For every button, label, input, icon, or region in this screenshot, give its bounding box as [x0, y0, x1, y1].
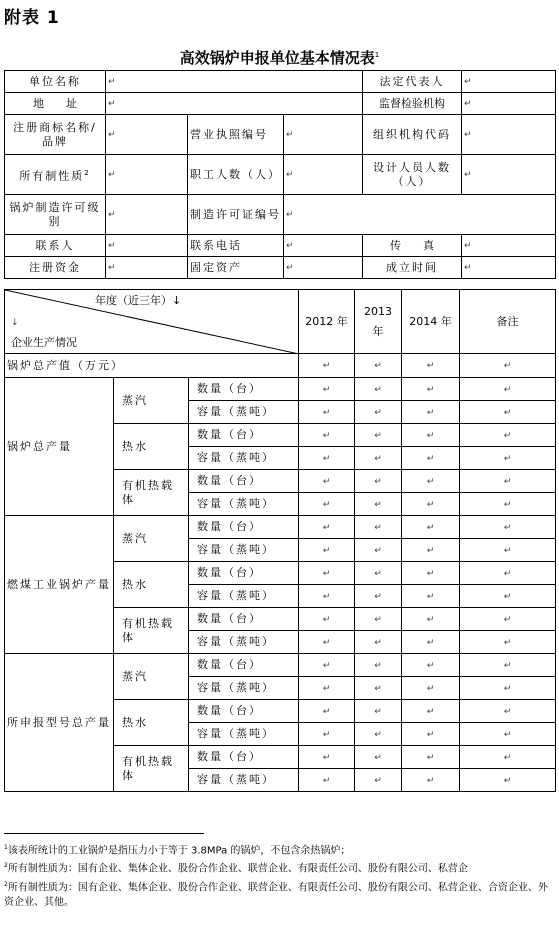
- value-cell[interactable]: ↵: [299, 700, 355, 723]
- address-label: 地 址: [5, 93, 106, 115]
- production-row: [5, 516, 556, 539]
- boiler-permit-level-label: 锅炉制造许可级别: [5, 195, 106, 235]
- medium-label: 热水: [114, 700, 189, 746]
- designers-label: 设计人员人数（人）: [363, 155, 462, 195]
- remark-cell[interactable]: ↵: [460, 401, 556, 424]
- value-cell[interactable]: ↵: [355, 539, 402, 562]
- quantity-label: 数量（台）: [189, 378, 299, 401]
- value-cell[interactable]: ↵: [355, 608, 402, 631]
- production-header-row: [5, 290, 556, 354]
- row-trademark: [5, 115, 556, 155]
- value-cell[interactable]: ↵: [355, 723, 402, 746]
- medium-label: 热水: [114, 562, 189, 608]
- year-2013: 2013 年: [355, 290, 402, 354]
- fixed-assets-label: 固定资产: [188, 257, 284, 279]
- remark-cell[interactable]: ↵: [460, 585, 556, 608]
- value-cell[interactable]: ↵: [402, 769, 460, 792]
- quantity-label: 数量（台）: [189, 470, 299, 493]
- inspect-org-field[interactable]: ↵: [462, 93, 556, 115]
- designers-field[interactable]: ↵: [462, 155, 556, 195]
- value-cell[interactable]: ↵: [402, 631, 460, 654]
- footnote-3: $^2$所有制性质为：国有企业、集体企业、股份合作企业、联营企业、有限责任公司、股份有限公司、私营企业、合资企业、外资企业、其他。: [4, 880, 548, 908]
- phone-label: 联系电话: [188, 235, 284, 257]
- remark-cell[interactable]: ↵: [460, 654, 556, 677]
- quantity-label: 数量（台）: [189, 654, 299, 677]
- value-cell[interactable]: ↵: [402, 354, 460, 378]
- value-cell[interactable]: ↵: [299, 769, 355, 792]
- title-note: 1: [374, 51, 380, 59]
- capacity-label: 容量（蒸吨）: [189, 493, 299, 516]
- contact-field[interactable]: ↵: [106, 235, 188, 257]
- value-cell[interactable]: ↵: [402, 677, 460, 700]
- value-cell[interactable]: ↵: [355, 677, 402, 700]
- remark-cell[interactable]: ↵: [460, 746, 556, 769]
- remark-cell[interactable]: ↵: [460, 700, 556, 723]
- capacity-label: 容量（蒸吨）: [189, 447, 299, 470]
- quantity-label: 数量（台）: [189, 700, 299, 723]
- value-cell[interactable]: ↵: [355, 769, 402, 792]
- value-cell[interactable]: ↵: [402, 608, 460, 631]
- footnote-separator: [4, 833, 204, 834]
- value-cell[interactable]: ↵: [299, 677, 355, 700]
- footnote-2: $^2$所有制性质为：国有企业、集体企业、股份合作企业、联营企业、有限责任公司、股份有限公司、私营企: [4, 862, 468, 875]
- capital-label: 注册资金: [5, 257, 106, 279]
- legal-rep-field[interactable]: ↵: [462, 71, 556, 93]
- medium-label: 有机热载体: [114, 470, 189, 516]
- value-cell[interactable]: ↵: [299, 424, 355, 447]
- ownership-label: 所有制性质$^2$: [5, 155, 106, 195]
- ownership-field[interactable]: ↵: [106, 155, 188, 195]
- medium-label: 蒸汽: [114, 516, 189, 562]
- value-cell[interactable]: ↵: [299, 608, 355, 631]
- value-cell[interactable]: ↵: [355, 585, 402, 608]
- value-cell[interactable]: ↵: [402, 424, 460, 447]
- quantity-label: 数量（台）: [189, 746, 299, 769]
- capacity-label: 容量（蒸吨）: [189, 769, 299, 792]
- quantity-label: 数量（台）: [189, 424, 299, 447]
- value-cell[interactable]: ↵: [402, 401, 460, 424]
- row-contact: [5, 235, 556, 257]
- production-row: [5, 378, 556, 401]
- group-label: 所申报型号总产量: [5, 654, 114, 792]
- row-address: [5, 93, 556, 115]
- value-cell[interactable]: ↵: [355, 493, 402, 516]
- value-cell[interactable]: ↵: [355, 631, 402, 654]
- remark-cell[interactable]: ↵: [460, 723, 556, 746]
- down-arrow-icon: ↓: [11, 318, 19, 328]
- remark-cell[interactable]: ↵: [460, 424, 556, 447]
- remark-cell[interactable]: ↵: [460, 539, 556, 562]
- value-cell[interactable]: ↵: [355, 447, 402, 470]
- basic-info-table: [4, 70, 556, 279]
- capacity-label: 容量（蒸吨）: [189, 677, 299, 700]
- remark-cell[interactable]: ↵: [460, 769, 556, 792]
- contact-label: 联系人: [5, 235, 106, 257]
- footnotes: [4, 840, 556, 910]
- value-cell[interactable]: ↵: [299, 654, 355, 677]
- value-cell[interactable]: ↵: [402, 539, 460, 562]
- value-cell[interactable]: ↵: [355, 700, 402, 723]
- medium-label: 蒸汽: [114, 378, 189, 424]
- established-label: 成立时间: [363, 257, 462, 279]
- remark-cell[interactable]: ↵: [460, 631, 556, 654]
- capacity-label: 容量（蒸吨）: [189, 723, 299, 746]
- trademark-label: 注册商标名称/品牌: [5, 115, 106, 155]
- value-cell[interactable]: ↵: [402, 654, 460, 677]
- fax-field[interactable]: ↵: [462, 235, 556, 257]
- value-cell[interactable]: ↵: [299, 516, 355, 539]
- year-header: 年度（近三年）↓: [95, 294, 182, 307]
- remark-cell[interactable]: ↵: [460, 562, 556, 585]
- production-table: [4, 289, 556, 792]
- unit-name-field[interactable]: ↵: [106, 71, 363, 93]
- value-cell[interactable]: ↵: [299, 493, 355, 516]
- value-cell[interactable]: ↵: [402, 585, 460, 608]
- page-title: [0, 47, 559, 68]
- value-cell[interactable]: ↵: [402, 447, 460, 470]
- org-code-label: 组织机构代码: [363, 115, 462, 155]
- inspect-org-label: 监督检验机构: [363, 93, 462, 115]
- remark-cell[interactable]: ↵: [460, 493, 556, 516]
- value-cell[interactable]: ↵: [355, 378, 402, 401]
- medium-label: 蒸汽: [114, 654, 189, 700]
- medium-label: 有机热载体: [114, 746, 189, 792]
- value-cell[interactable]: ↵: [355, 516, 402, 539]
- capacity-label: 容量（蒸吨）: [189, 585, 299, 608]
- value-cell[interactable]: ↵: [402, 746, 460, 769]
- legal-rep-label: 法定代表人: [363, 71, 462, 93]
- value-cell[interactable]: ↵: [299, 631, 355, 654]
- remark-cell[interactable]: ↵: [460, 378, 556, 401]
- org-code-field[interactable]: ↵: [462, 115, 556, 155]
- production-row: [5, 654, 556, 677]
- remark-cell[interactable]: ↵: [460, 470, 556, 493]
- capital-field[interactable]: ↵: [106, 257, 188, 279]
- value-cell[interactable]: ↵: [402, 562, 460, 585]
- row-capital: [5, 257, 556, 279]
- value-cell[interactable]: ↵: [299, 470, 355, 493]
- quantity-label: 数量（台）: [189, 516, 299, 539]
- phone-field[interactable]: ↵: [284, 235, 363, 257]
- boiler-permit-level-field[interactable]: ↵: [106, 195, 188, 235]
- value-cell[interactable]: ↵: [355, 746, 402, 769]
- diagonal-header-cell: [5, 290, 299, 354]
- year-2014: 2014 年: [402, 290, 460, 354]
- quantity-label: 数量（台）: [189, 608, 299, 631]
- title-text: 高效锅炉申报单位基本情况表: [179, 49, 375, 67]
- capacity-label: 容量（蒸吨）: [189, 631, 299, 654]
- value-cell[interactable]: ↵: [402, 493, 460, 516]
- remark-cell[interactable]: ↵: [460, 354, 556, 378]
- value-cell[interactable]: ↵: [402, 378, 460, 401]
- remark-cell[interactable]: ↵: [460, 677, 556, 700]
- capacity-label: 容量（蒸吨）: [189, 401, 299, 424]
- value-cell[interactable]: ↵: [299, 378, 355, 401]
- address-field[interactable]: ↵: [106, 93, 363, 115]
- value-cell[interactable]: ↵: [299, 539, 355, 562]
- value-cell[interactable]: ↵: [402, 516, 460, 539]
- value-cell[interactable]: ↵: [355, 424, 402, 447]
- license-no-field[interactable]: ↵: [284, 115, 363, 155]
- fixed-assets-field[interactable]: ↵: [284, 257, 363, 279]
- year-2012: 2012 年: [299, 290, 355, 354]
- value-cell[interactable]: ↵: [299, 562, 355, 585]
- value-cell[interactable]: ↵: [355, 562, 402, 585]
- value-cell[interactable]: ↵: [355, 470, 402, 493]
- permit-no-label: 制造许可证编号: [188, 195, 284, 235]
- unit-name-label: 单位名称: [5, 71, 106, 93]
- capacity-label: 容量（蒸吨）: [189, 539, 299, 562]
- total-value-label: 锅炉总产值（万元）: [5, 354, 299, 378]
- value-cell[interactable]: ↵: [355, 654, 402, 677]
- value-cell[interactable]: ↵: [299, 585, 355, 608]
- value-cell[interactable]: ↵: [299, 354, 355, 378]
- fax-label: 传 真: [363, 235, 462, 257]
- row-permit: [5, 195, 556, 235]
- quantity-label: 数量（台）: [189, 562, 299, 585]
- value-cell[interactable]: ↵: [355, 354, 402, 378]
- remark-cell[interactable]: ↵: [460, 447, 556, 470]
- staff-field[interactable]: ↵: [284, 155, 363, 195]
- value-cell[interactable]: ↵: [299, 401, 355, 424]
- remark-cell[interactable]: ↵: [460, 608, 556, 631]
- value-cell[interactable]: ↵: [299, 746, 355, 769]
- trademark-field[interactable]: ↵: [106, 115, 188, 155]
- permit-no-field[interactable]: ↵: [284, 195, 556, 235]
- license-no-label: 营业执照编号: [188, 115, 284, 155]
- row-unit-name: [5, 71, 556, 93]
- value-cell[interactable]: ↵: [355, 401, 402, 424]
- value-cell[interactable]: ↵: [402, 700, 460, 723]
- row-ownership: [5, 155, 556, 195]
- medium-label: 热水: [114, 424, 189, 470]
- value-cell[interactable]: ↵: [299, 447, 355, 470]
- staff-label: 职工人数（人）: [188, 155, 284, 195]
- value-cell[interactable]: ↵: [299, 723, 355, 746]
- company-header: 企业生产情况: [11, 336, 77, 349]
- value-cell[interactable]: ↵: [402, 470, 460, 493]
- group-label: 锅炉总产量: [5, 378, 114, 516]
- footnote-1: $^1$该表所统计的工业锅炉是指压力小于等于 3.8MPa 的锅炉，不包含余热锅炉；: [4, 844, 351, 857]
- established-field[interactable]: ↵: [462, 257, 556, 279]
- remark-header: 备注: [460, 290, 556, 354]
- medium-label: 有机热载体: [114, 608, 189, 654]
- total-value-row: [5, 354, 556, 378]
- value-cell[interactable]: ↵: [402, 723, 460, 746]
- appendix-label: 附表 1: [4, 8, 60, 28]
- remark-cell[interactable]: ↵: [460, 516, 556, 539]
- group-label: 燃煤工业锅炉产量: [5, 516, 114, 654]
